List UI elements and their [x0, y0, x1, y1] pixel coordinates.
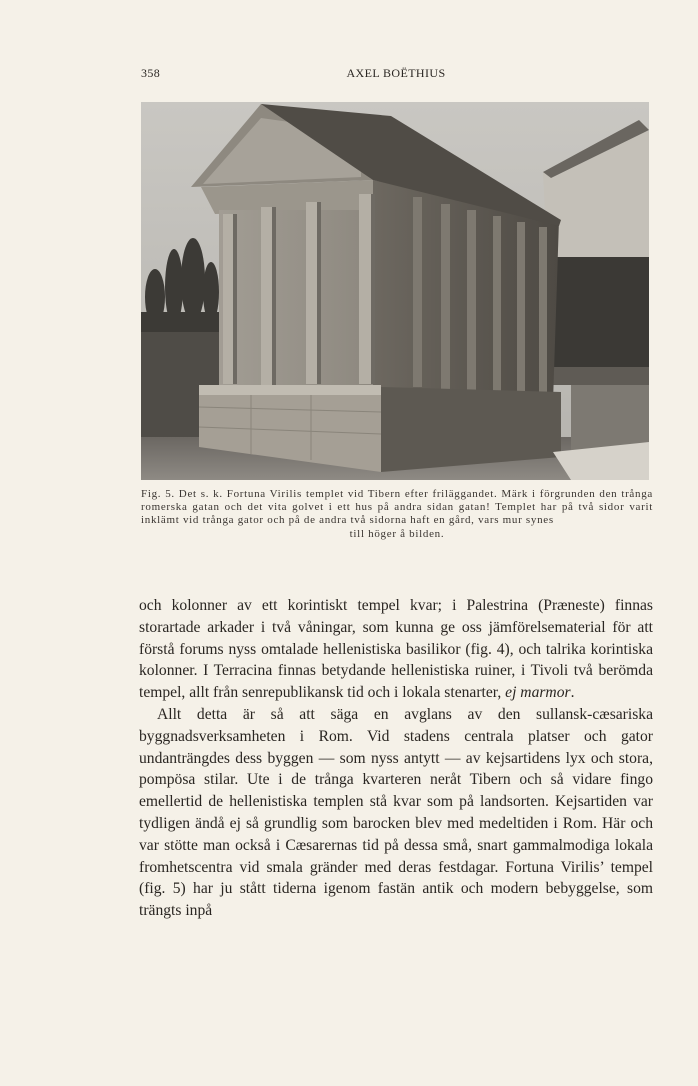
- temple-photograph: [141, 102, 649, 480]
- page-number: 358: [141, 66, 161, 80]
- caption-last-line: till höger å bilden.: [349, 527, 445, 540]
- temple-photo-illustration: [141, 102, 649, 480]
- paragraph-1-text: och kolonner av ett korintiskt tempel kvar; i Palestrina (Præneste) finnas storartade arkader i två våningar, som kunna ge oss jämförelsematerial för att förstå forums nyss omtalade hellenistiska basilikor (fig. 4), och talrika korintiska kolonner. I Terracina finnas betydande hellenistiska ruiner, i Tivoli två berömda tempel, allt från senrepublikansk tid och i lokala stenarter,: [139, 597, 653, 702]
- figure-caption: [141, 488, 653, 541]
- running-head: AXEL BOËTHIUS: [346, 66, 446, 80]
- page-header: [141, 66, 651, 84]
- paragraph-1-italic: ej marmor: [505, 684, 571, 702]
- paragraph-1-end: .: [570, 684, 575, 702]
- paragraph-2: Allt detta är så att säga en avglans av den sullansk-cæsariska byggnadsverksamheten i Rom. Vid stadens centrala platser och gator undanträngdes dess byggen — som nyss antytt — av kejsartidens lyx och stora, pompösa stilar. Ute i de trånga kvarteren neråt Tibern och så vidare fingo emellertid de hellenistiska templen stå kvar som på landsorten. Kejsartiden var tydligen ändå ej så grundlig som barocken blev med medeltiden i Rom. Här och var stötte man också i Cæsarernas tid på dessa små, snart gammalmodiga lokala fromhetscentra vid smala gränder med deras festdagar. Fortuna Virilis’ tempel (fig. 5) har ju stått tiderna igenom fastän antik och modern bebyggelse, som trängts inpå: [139, 705, 653, 920]
- body-text: [139, 595, 653, 922]
- paragraph-1: [139, 595, 653, 704]
- caption-text: Fig. 5. Det s. k. Fortuna Virilis templet vid Tibern efter friläggandet. Märk i förgrunden den trånga romerska gatan och det vita golvet i ett hus på andra sidan gatan! Templet har på två sidor varit inklämt vid trånga gator och på de andra två sidorna haft en gård, vars mur synes: [141, 488, 653, 527]
